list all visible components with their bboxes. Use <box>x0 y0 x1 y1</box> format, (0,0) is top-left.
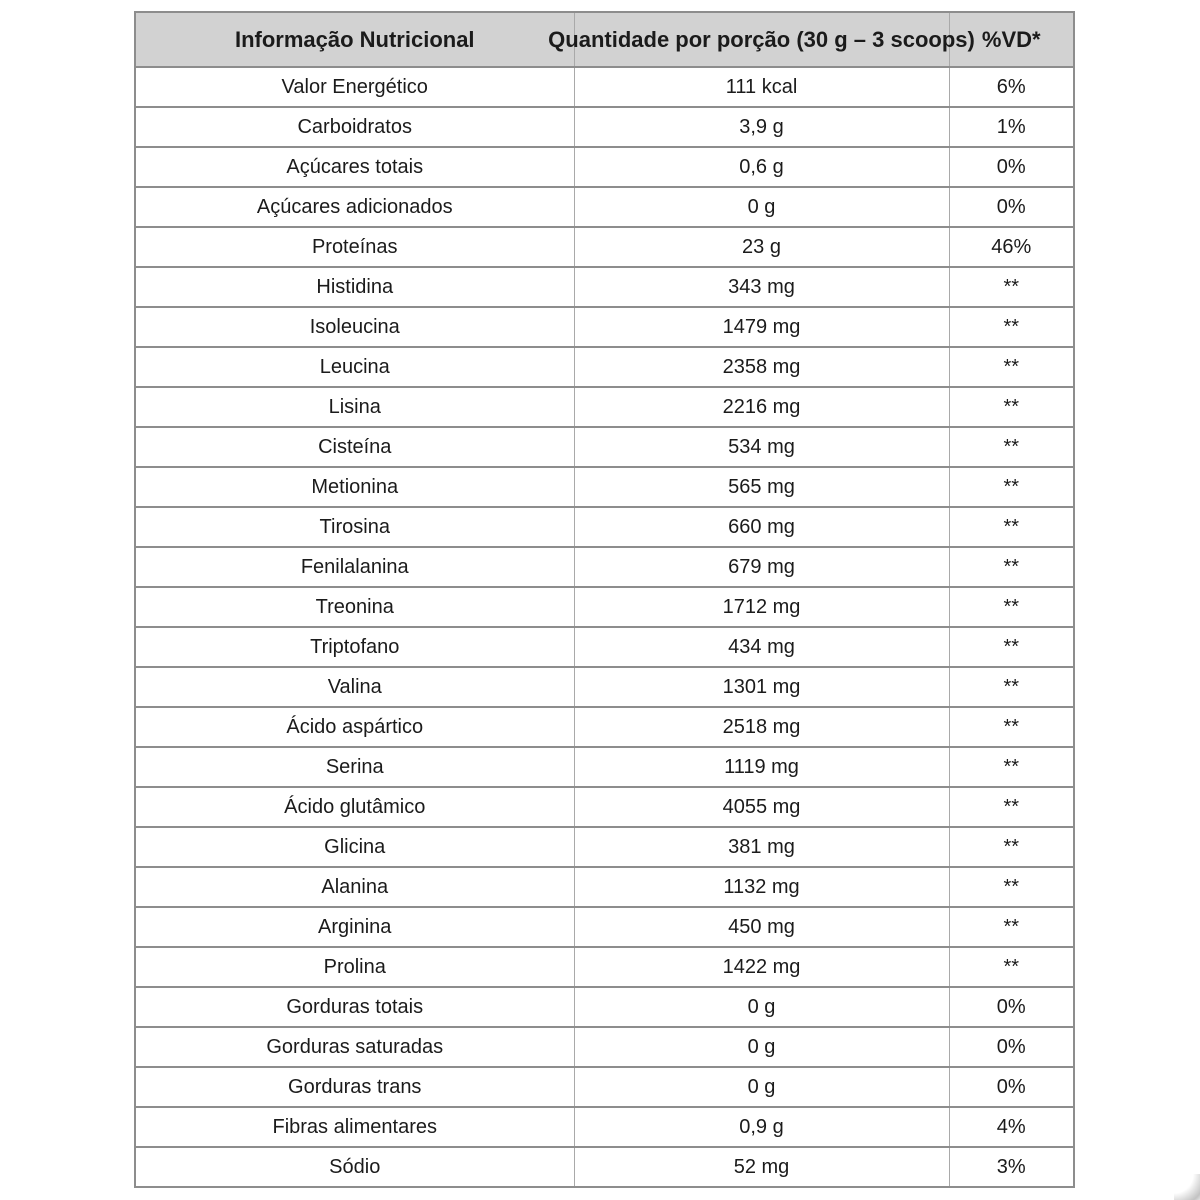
nutrient-cell: Açúcares totais <box>135 147 574 187</box>
amount-cell: 3,9 g <box>574 107 949 147</box>
nutrient-cell: Serina <box>135 747 574 787</box>
amount-cell: 1301 mg <box>574 667 949 707</box>
amount-cell: 381 mg <box>574 827 949 867</box>
amount-cell: 52 mg <box>574 1147 949 1187</box>
dv-cell: ** <box>949 587 1074 627</box>
dv-cell: ** <box>949 467 1074 507</box>
table-row <box>135 387 1074 427</box>
amount-cell: 0,6 g <box>574 147 949 187</box>
table-row <box>135 147 1074 187</box>
table-row <box>135 747 1074 787</box>
amount-cell: 434 mg <box>574 627 949 667</box>
nutrient-cell: Isoleucina <box>135 307 574 347</box>
amount-cell: 2358 mg <box>574 347 949 387</box>
table-body <box>135 67 1074 1187</box>
dv-cell: ** <box>949 347 1074 387</box>
amount-cell: 1119 mg <box>574 747 949 787</box>
nutrient-cell: Histidina <box>135 267 574 307</box>
dv-cell: ** <box>949 867 1074 907</box>
nutrient-cell: Cisteína <box>135 427 574 467</box>
dv-cell: 3% <box>949 1147 1074 1187</box>
table-row <box>135 307 1074 347</box>
nutrient-cell: Prolina <box>135 947 574 987</box>
table-row <box>135 227 1074 267</box>
table-row <box>135 667 1074 707</box>
dv-cell: ** <box>949 827 1074 867</box>
dv-cell: 0% <box>949 987 1074 1027</box>
nutrition-facts-table <box>134 11 1075 1188</box>
nutrient-cell: Gorduras totais <box>135 987 574 1027</box>
table-row <box>135 507 1074 547</box>
dv-cell: ** <box>949 267 1074 307</box>
nutrient-cell: Valor Energético <box>281 75 428 98</box>
table-row <box>135 1027 1074 1067</box>
table-row <box>135 467 1074 507</box>
table-row <box>135 947 1074 987</box>
table-row <box>135 1107 1074 1147</box>
header-amount-label: Quantidade por porção (30 g – 3 scoops) <box>548 26 975 52</box>
dv-cell: 0% <box>949 1067 1074 1107</box>
table-row <box>135 707 1074 747</box>
dv-cell: ** <box>949 507 1074 547</box>
dv-cell: ** <box>949 427 1074 467</box>
dv-cell: 0% <box>949 187 1074 227</box>
dv-cell: 46% <box>949 227 1074 267</box>
amount-cell: 1712 mg <box>574 587 949 627</box>
table-row <box>135 187 1074 227</box>
nutrient-cell: Valina <box>135 667 574 707</box>
dv-cell: 1% <box>949 107 1074 147</box>
dv-cell: 6% <box>949 67 1074 107</box>
table-row <box>135 587 1074 627</box>
table-row <box>135 867 1074 907</box>
dv-cell: ** <box>949 387 1074 427</box>
nutrient-cell: Arginina <box>135 907 574 947</box>
amount-cell: 660 mg <box>574 507 949 547</box>
dv-cell: 4% <box>949 1107 1074 1147</box>
nutrient-cell: Ácido aspártico <box>135 707 574 747</box>
table-row <box>135 907 1074 947</box>
amount-cell: 1479 mg <box>574 307 949 347</box>
dv-cell: ** <box>949 907 1074 947</box>
nutrient-cell: Glicina <box>135 827 574 867</box>
table-row <box>135 1067 1074 1107</box>
amount-cell: 565 mg <box>574 467 949 507</box>
nutrient-cell: Sódio <box>135 1147 574 1187</box>
dv-cell: ** <box>949 667 1074 707</box>
table-row <box>135 67 1074 107</box>
dv-cell: 0% <box>949 147 1074 187</box>
table-row <box>135 627 1074 667</box>
table-row <box>135 107 1074 147</box>
amount-cell: 0 g <box>574 187 949 227</box>
dv-cell: ** <box>949 547 1074 587</box>
amount-cell: 0 g <box>574 1027 949 1067</box>
amount-cell: 111 kcal <box>574 67 949 107</box>
nutrient-cell: Tirosina <box>135 507 574 547</box>
nutrient-cell: Leucina <box>135 347 574 387</box>
dv-cell: ** <box>949 787 1074 827</box>
amount-cell: 450 mg <box>574 907 949 947</box>
nutrient-cell: Triptofano <box>135 627 574 667</box>
nutrient-cell: Gorduras trans <box>135 1067 574 1107</box>
header-dv-label: %VD* <box>981 26 1041 52</box>
amount-cell: 1132 mg <box>574 867 949 907</box>
dv-cell: ** <box>949 947 1074 987</box>
amount-cell: 2216 mg <box>574 387 949 427</box>
nutrient-cell: Carboidratos <box>135 107 574 147</box>
amount-cell: 1422 mg <box>574 947 949 987</box>
amount-cell: 534 mg <box>574 427 949 467</box>
table-row <box>135 987 1074 1027</box>
table-row <box>135 267 1074 307</box>
nutrient-cell: Treonina <box>135 587 574 627</box>
nutrient-cell: Açúcares adicionados <box>135 187 574 227</box>
amount-cell: 0 g <box>574 1067 949 1107</box>
nutrient-cell: Ácido glutâmico <box>135 787 574 827</box>
table-row <box>135 1147 1074 1187</box>
table-row <box>135 427 1074 467</box>
amount-cell: 23 g <box>574 227 949 267</box>
table-row <box>135 347 1074 387</box>
amount-cell: 679 mg <box>574 547 949 587</box>
dv-cell: ** <box>949 627 1074 667</box>
header-amount-wrap <box>548 13 975 66</box>
header-nutrient-label: Informação Nutricional <box>234 26 475 52</box>
header-nutrient <box>135 12 574 67</box>
nutrient-cell: Lisina <box>135 387 574 427</box>
table-row <box>135 827 1074 867</box>
dv-cell: ** <box>949 747 1074 787</box>
nutrient-cell: Alanina <box>135 867 574 907</box>
nutrient-cell: Proteínas <box>135 227 574 267</box>
amount-cell: 0 g <box>574 987 949 1027</box>
nutrient-cell: Gorduras saturadas <box>135 1027 574 1067</box>
table-row <box>135 547 1074 587</box>
header-amount <box>548 12 975 67</box>
amount-cell: 4055 mg <box>574 787 949 827</box>
nutrient-cell: Fibras alimentares <box>135 1107 574 1147</box>
nutrient-cell: Metionina <box>135 467 574 507</box>
nutrient-cell: Fenilalanina <box>135 547 574 587</box>
dv-cell: 0% <box>949 1027 1074 1067</box>
dv-cell: ** <box>949 307 1074 347</box>
amount-cell: 343 mg <box>574 267 949 307</box>
header-row <box>135 12 1074 67</box>
amount-cell: 2518 mg <box>574 707 949 747</box>
dv-cell: ** <box>949 707 1074 747</box>
amount-cell: 0,9 g <box>574 1107 949 1147</box>
table-row <box>135 787 1074 827</box>
corner-curl-artifact <box>1174 1174 1200 1200</box>
